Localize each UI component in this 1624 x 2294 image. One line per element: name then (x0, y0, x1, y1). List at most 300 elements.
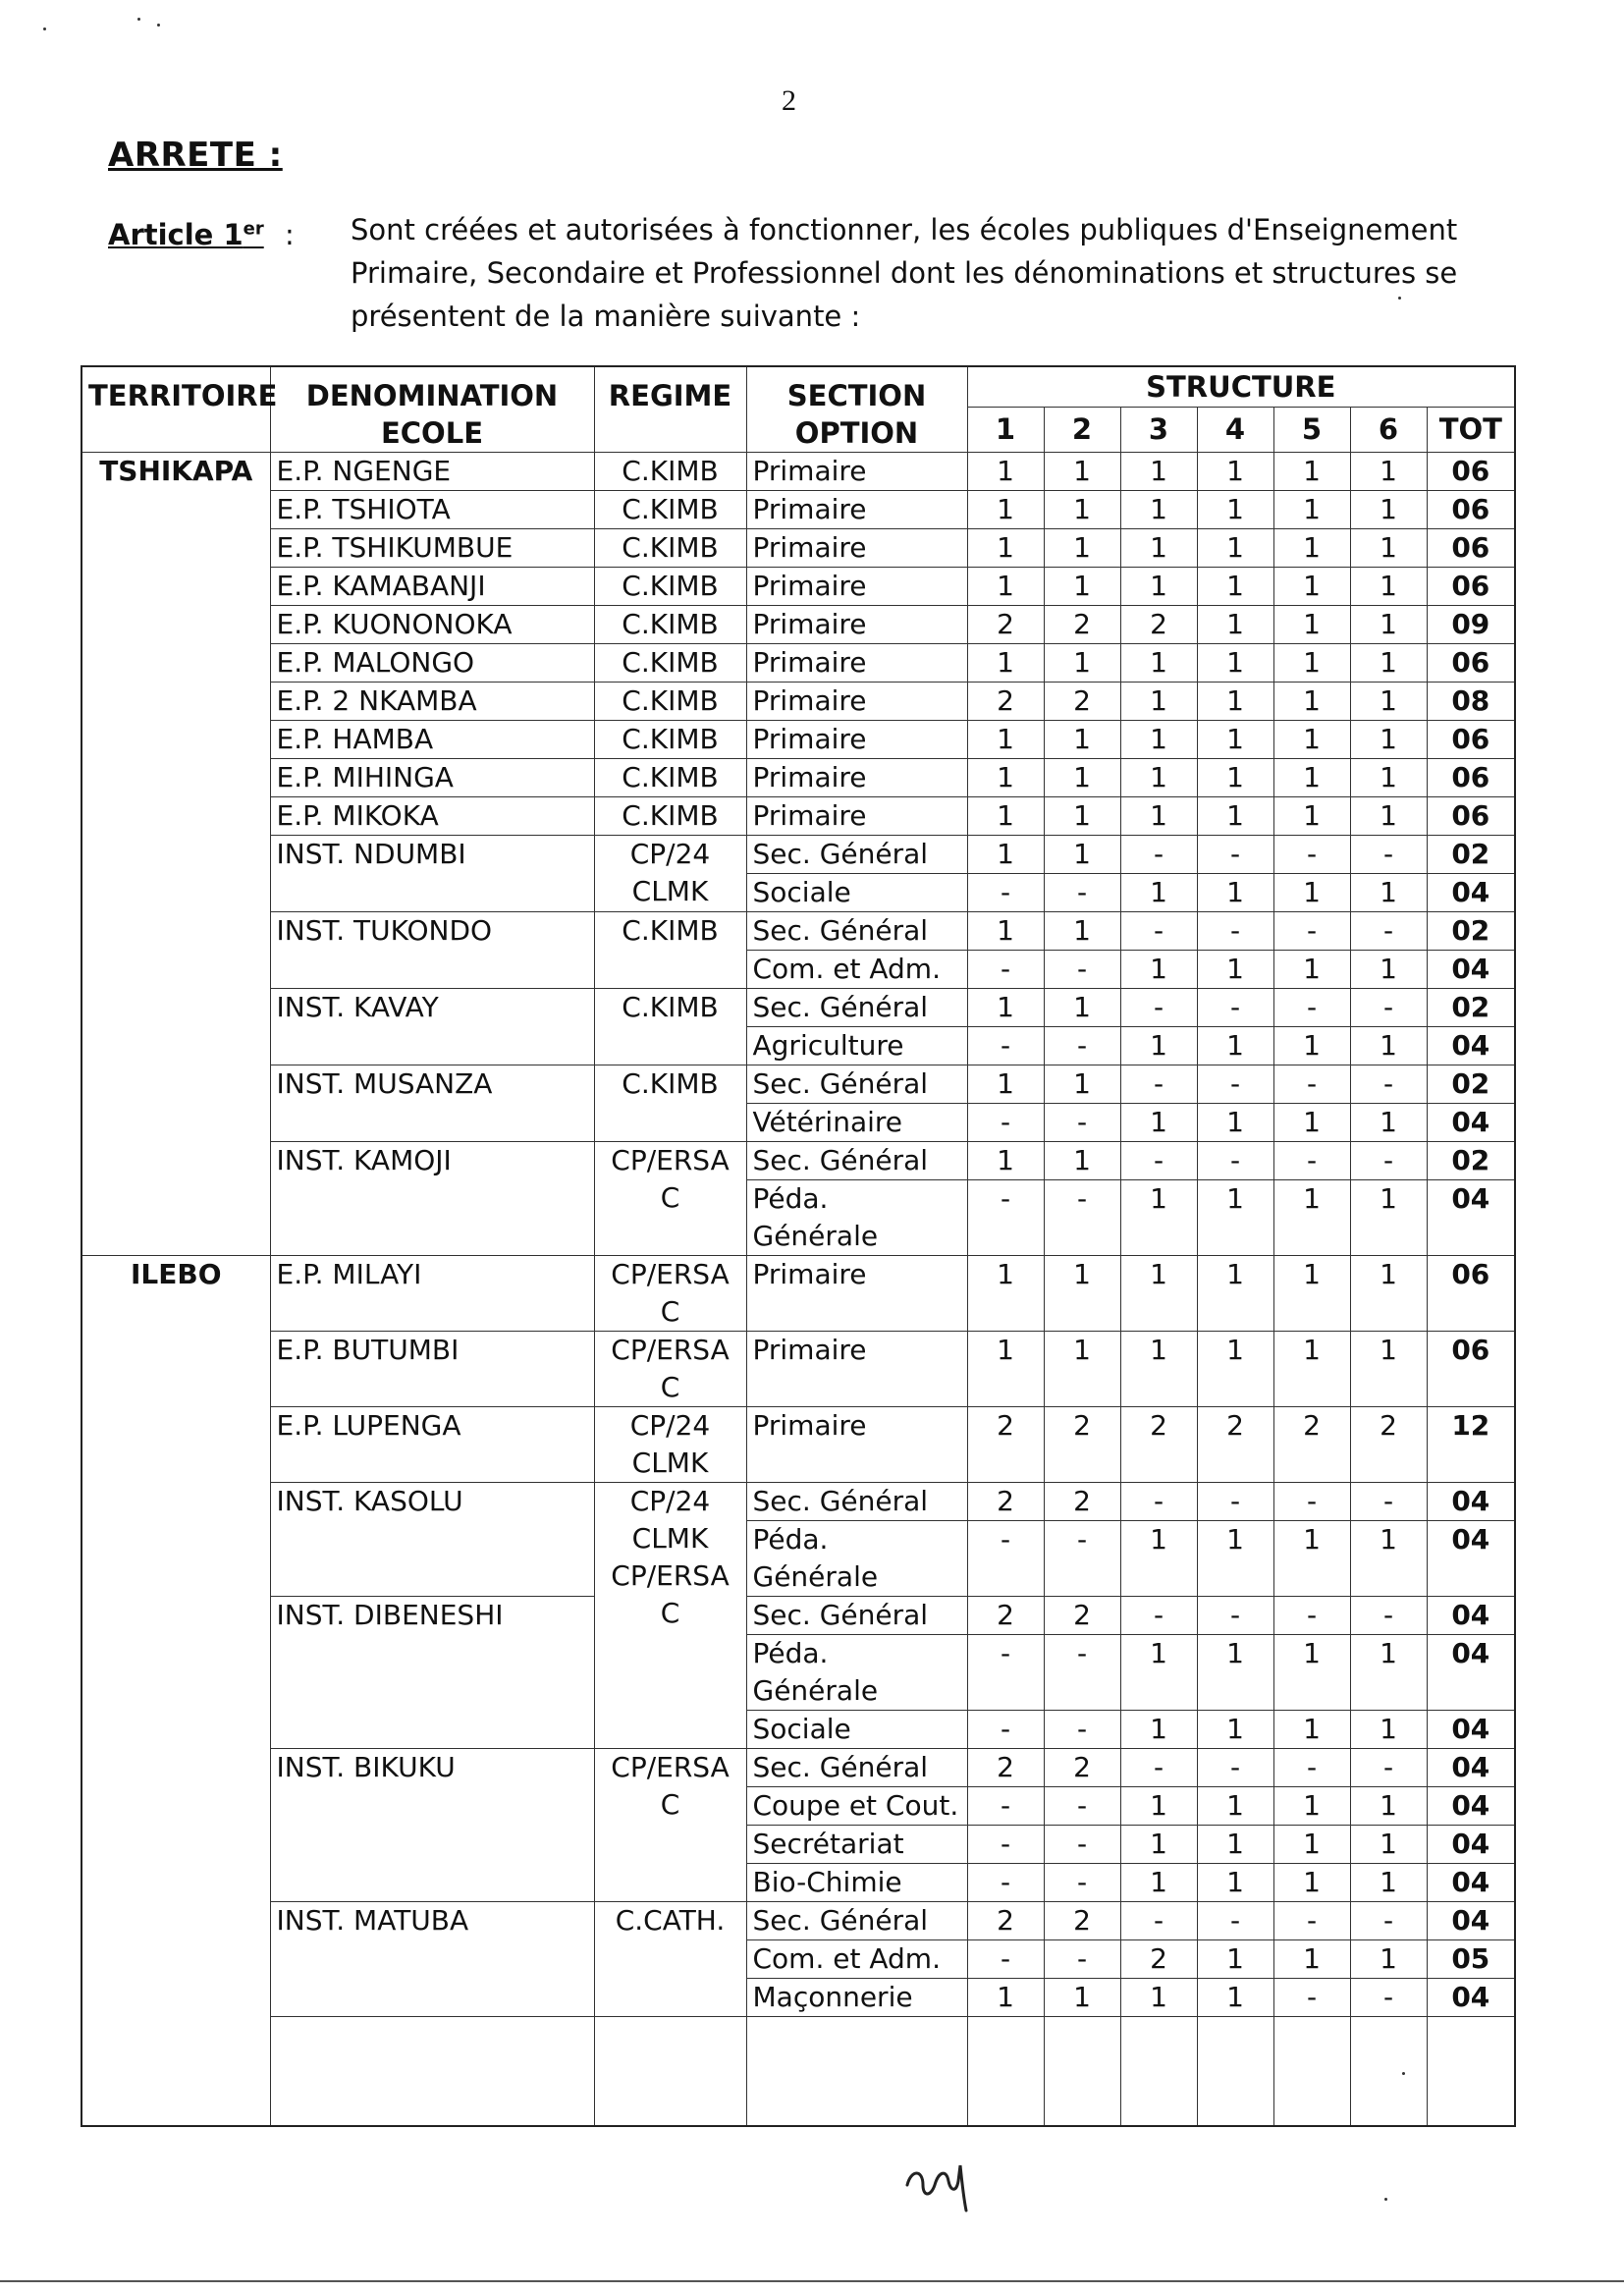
school-regime: C.KIMB (594, 491, 746, 529)
structure-value: 2 (1044, 1902, 1120, 1940)
school-name: E.P. 2 NKAMBA (270, 683, 594, 721)
school-regime: CP/24 CLMK (594, 836, 746, 912)
structure-value: 1 (1120, 1521, 1197, 1597)
structure-value: 1 (1197, 606, 1273, 644)
school-regime: C.KIMB (594, 1065, 746, 1142)
section-option: Sec. Général (746, 1902, 967, 1940)
structure-value: 1 (1197, 1332, 1273, 1407)
structure-value: 2 (1044, 1407, 1120, 1483)
school-name: E.P. BUTUMBI (270, 1332, 594, 1407)
header-col-3: 3 (1120, 408, 1197, 453)
section-option: Sec. Général (746, 989, 967, 1027)
table-row (81, 1483, 1515, 1521)
school-name: E.P. MIKOKA (270, 797, 594, 836)
structure-value: 1 (1120, 721, 1197, 759)
structure-value: - (1273, 1142, 1350, 1180)
section-option: Sec. Général (746, 836, 967, 874)
structure-value: 2 (1044, 1483, 1120, 1521)
structure-value: 1 (1197, 874, 1273, 912)
structure-value: - (1120, 1749, 1197, 1787)
table-row-empty (81, 2017, 1515, 2127)
structure-value: 2 (967, 606, 1044, 644)
structure-value: 2 (967, 1902, 1044, 1940)
section-option: Primaire (746, 453, 967, 491)
structure-value: - (967, 874, 1044, 912)
structure-total: 06 (1427, 721, 1515, 759)
structure-value: 1 (1197, 1635, 1273, 1711)
structure-value: 1 (1273, 721, 1350, 759)
table-row (81, 491, 1515, 529)
structure-value: 1 (967, 644, 1044, 683)
scan-speck (43, 27, 46, 30)
structure-value: - (1044, 951, 1120, 989)
structure-value: - (1273, 989, 1350, 1027)
table-row (81, 1256, 1515, 1332)
school-name: INST. BIKUKU (270, 1749, 594, 1902)
structure-value: 1 (1273, 1027, 1350, 1065)
empty-cell (1044, 2017, 1120, 2127)
structure-value: 1 (1120, 1787, 1197, 1826)
structure-value: 1 (1120, 1027, 1197, 1065)
structure-value: - (1350, 1483, 1427, 1521)
article-label (108, 218, 264, 251)
section-option: Sec. Général (746, 1142, 967, 1180)
section-option: Primaire (746, 644, 967, 683)
scan-speck (157, 24, 160, 27)
structure-value: 1 (1273, 759, 1350, 797)
section-option: Primaire (746, 491, 967, 529)
table-row (81, 1065, 1515, 1104)
structure-value: - (1044, 1826, 1120, 1864)
section-option: Péda. Générale (746, 1180, 967, 1256)
structure-value: 1 (1044, 912, 1120, 951)
table-row (81, 683, 1515, 721)
structure-value: 1 (1197, 683, 1273, 721)
section-option: Com. et Adm. (746, 1940, 967, 1979)
territory-cell: TSHIKAPA (81, 453, 270, 1256)
signature-mark (901, 2156, 990, 2214)
header-col-6: 6 (1350, 408, 1427, 453)
header-territoire: TERRITOIRE (81, 366, 270, 453)
article-label-text: Article 1 (108, 218, 244, 251)
heading-arrete: ARRETE : (108, 136, 283, 175)
structure-value: 2 (967, 1597, 1044, 1635)
structure-value: - (1197, 1597, 1273, 1635)
structure-value: - (1273, 1483, 1350, 1521)
school-regime: C.KIMB (594, 759, 746, 797)
section-option: Primaire (746, 1407, 967, 1483)
header-section: SECTION OPTION (746, 366, 967, 453)
section-option: Com. et Adm. (746, 951, 967, 989)
structure-value: 1 (1044, 721, 1120, 759)
table-row (81, 529, 1515, 568)
structure-value: 1 (1120, 1104, 1197, 1142)
structure-value: 1 (1350, 1940, 1427, 1979)
header-col-5: 5 (1273, 408, 1350, 453)
structure-value: 1 (1197, 491, 1273, 529)
structure-value: 2 (967, 683, 1044, 721)
school-regime: C.KIMB (594, 453, 746, 491)
school-regime: CP/ERSA C (594, 1142, 746, 1256)
school-regime: C.KIMB (594, 912, 746, 989)
structure-value: 1 (1044, 989, 1120, 1027)
structure-value: - (1044, 1864, 1120, 1902)
structure-total: 04 (1427, 1864, 1515, 1902)
structure-value: 1 (1044, 1332, 1120, 1407)
structure-value: - (967, 1940, 1044, 1979)
structure-value: 1 (1044, 529, 1120, 568)
table-row (81, 1332, 1515, 1407)
empty-cell (1350, 2017, 1427, 2127)
structure-value: 1 (1273, 1787, 1350, 1826)
structure-value: - (1273, 912, 1350, 951)
section-option: Sociale (746, 874, 967, 912)
structure-value: - (1273, 1749, 1350, 1787)
structure-value: 1 (1197, 1979, 1273, 2017)
section-option: Bio-Chimie (746, 1864, 967, 1902)
empty-cell (270, 2017, 594, 2127)
school-name: E.P. KUONONOKA (270, 606, 594, 644)
school-name: E.P. MILAYI (270, 1256, 594, 1332)
section-option: Primaire (746, 568, 967, 606)
structure-total: 04 (1427, 1104, 1515, 1142)
table-row (81, 1902, 1515, 1940)
structure-value: 1 (1120, 1826, 1197, 1864)
section-option: Primaire (746, 1332, 967, 1407)
article-text: Sont créées et autorisées à fonctionner, les écoles publiques d'Enseignement Primaire, Secondaire et Professionnel dont les dénominations et structures se présentent de la manière suivante : (351, 213, 1458, 333)
structure-value: 1 (967, 1332, 1044, 1407)
structure-total: 04 (1427, 1521, 1515, 1597)
table-row (81, 836, 1515, 874)
structure-total: 04 (1427, 951, 1515, 989)
structure-total: 06 (1427, 568, 1515, 606)
structure-value: - (1273, 1979, 1350, 2017)
header-col-4: 4 (1197, 408, 1273, 453)
structure-value: 1 (1350, 1711, 1427, 1749)
table-row (81, 1749, 1515, 1787)
structure-value: 1 (1120, 644, 1197, 683)
structure-total: 04 (1427, 1826, 1515, 1864)
structure-value: 1 (1044, 797, 1120, 836)
table-row (81, 1597, 1515, 1635)
section-option: Primaire (746, 759, 967, 797)
empty-cell (1427, 2017, 1515, 2127)
structure-value: 1 (967, 912, 1044, 951)
school-name: INST. KAVAY (270, 989, 594, 1065)
structure-value: 1 (1350, 797, 1427, 836)
structure-value: 1 (1197, 644, 1273, 683)
structure-value: - (1044, 1521, 1120, 1597)
school-regime: C.KIMB (594, 606, 746, 644)
structure-value: 1 (1350, 1635, 1427, 1711)
structure-value: 1 (1273, 951, 1350, 989)
school-regime: C.KIMB (594, 797, 746, 836)
article-colon: : (285, 218, 295, 251)
empty-cell (1120, 2017, 1197, 2127)
structure-total: 06 (1427, 644, 1515, 683)
structure-value: 1 (1350, 1787, 1427, 1826)
structure-value: - (1120, 1902, 1197, 1940)
structure-value: - (1120, 1597, 1197, 1635)
structure-total: 06 (1427, 759, 1515, 797)
structure-value: 1 (1120, 1635, 1197, 1711)
structure-value: 1 (1350, 1864, 1427, 1902)
structure-value: - (1120, 1142, 1197, 1180)
school-name: E.P. KAMABANJI (270, 568, 594, 606)
structure-value: 1 (967, 721, 1044, 759)
structure-total: 12 (1427, 1407, 1515, 1483)
scan-speck (1398, 297, 1401, 300)
structure-value: 1 (1273, 1635, 1350, 1711)
structure-value: 1 (1197, 1027, 1273, 1065)
structure-value: 1 (1197, 453, 1273, 491)
structure-value: - (1350, 1902, 1427, 1940)
school-regime: CP/ERSA C (594, 1256, 746, 1332)
structure-value: 1 (1197, 1864, 1273, 1902)
school-regime: CP/ERSA C (594, 1749, 746, 1902)
structure-value: - (1044, 1027, 1120, 1065)
structure-value: 1 (1197, 529, 1273, 568)
structure-value: 1 (1350, 683, 1427, 721)
structure-value: 1 (967, 1256, 1044, 1332)
section-option: Primaire (746, 1256, 967, 1332)
structure-value: 1 (967, 1979, 1044, 2017)
structure-value: - (967, 1787, 1044, 1826)
header-col-2: 2 (1044, 408, 1120, 453)
structure-value: 1 (1350, 1332, 1427, 1407)
structure-value: - (1350, 1979, 1427, 2017)
structure-value: 1 (1197, 1711, 1273, 1749)
structure-value: 1 (1350, 1104, 1427, 1142)
table-row (81, 453, 1515, 491)
structure-value: - (1120, 912, 1197, 951)
structure-total: 06 (1427, 529, 1515, 568)
table-row (81, 606, 1515, 644)
structure-value: 1 (1197, 721, 1273, 759)
section-option: Primaire (746, 606, 967, 644)
structure-value: 2 (1273, 1407, 1350, 1483)
structure-value: 1 (1197, 1104, 1273, 1142)
structure-total: 02 (1427, 836, 1515, 874)
section-option: Primaire (746, 797, 967, 836)
structure-value: 2 (967, 1483, 1044, 1521)
school-name: E.P. MALONGO (270, 644, 594, 683)
structure-value: 1 (967, 797, 1044, 836)
school-name: INST. KASOLU (270, 1483, 594, 1597)
school-regime: C.KIMB (594, 568, 746, 606)
structure-value: - (1120, 1483, 1197, 1521)
section-option: Sec. Général (746, 912, 967, 951)
structure-value: - (1350, 1065, 1427, 1104)
structure-value: - (967, 1521, 1044, 1597)
structure-total: 06 (1427, 491, 1515, 529)
structure-value: 2 (1350, 1407, 1427, 1483)
section-option: Vétérinaire (746, 1104, 967, 1142)
structure-value: 1 (1120, 759, 1197, 797)
header-structure: STRUCTURE (967, 366, 1515, 408)
structure-total: 04 (1427, 1483, 1515, 1521)
structure-value: 1 (1273, 683, 1350, 721)
school-name: INST. DIBENESHI (270, 1597, 594, 1749)
section-option: Sec. Général (746, 1749, 967, 1787)
structure-total: 04 (1427, 1979, 1515, 2017)
structure-total: 04 (1427, 1711, 1515, 1749)
structure-value: 1 (1273, 1826, 1350, 1864)
structure-value: 1 (1197, 1940, 1273, 1979)
structure-value: 1 (1044, 759, 1120, 797)
structure-value: - (1350, 1597, 1427, 1635)
structure-value: - (1350, 836, 1427, 874)
structure-value: 1 (1120, 1332, 1197, 1407)
school-regime: C.CATH. (594, 1902, 746, 2017)
structure-value: - (967, 1027, 1044, 1065)
structure-value: 1 (1044, 491, 1120, 529)
structure-value: - (967, 1826, 1044, 1864)
structure-value: 1 (1350, 453, 1427, 491)
structure-total: 05 (1427, 1940, 1515, 1979)
section-option: Sociale (746, 1711, 967, 1749)
structure-value: 1 (1120, 797, 1197, 836)
structure-value: 2 (967, 1407, 1044, 1483)
school-name: E.P. TSHIKUMBUE (270, 529, 594, 568)
structure-value: 1 (1273, 491, 1350, 529)
empty-cell (594, 2017, 746, 2127)
structure-total: 04 (1427, 1180, 1515, 1256)
structure-value: 1 (1273, 606, 1350, 644)
structure-total: 04 (1427, 1787, 1515, 1826)
structure-value: 1 (1120, 1711, 1197, 1749)
structure-value: - (967, 1711, 1044, 1749)
structure-value: 1 (1120, 951, 1197, 989)
structure-value: 2 (1120, 1940, 1197, 1979)
school-regime: C.KIMB (594, 644, 746, 683)
structure-value: 2 (1120, 606, 1197, 644)
structure-value: 1 (967, 989, 1044, 1027)
structure-value: 1 (967, 759, 1044, 797)
structure-value: 1 (1120, 874, 1197, 912)
table-row (81, 1142, 1515, 1180)
school-name: INST. NDUMBI (270, 836, 594, 912)
structure-value: - (1273, 1902, 1350, 1940)
structure-total: 09 (1427, 606, 1515, 644)
table-body (81, 453, 1515, 2127)
structure-value: - (967, 951, 1044, 989)
school-name: E.P. MIHINGA (270, 759, 594, 797)
structure-value: 1 (1197, 568, 1273, 606)
school-name: E.P. HAMBA (270, 721, 594, 759)
school-name: INST. MUSANZA (270, 1065, 594, 1142)
structure-value: 2 (967, 1749, 1044, 1787)
section-option: Coupe et Cout. (746, 1787, 967, 1826)
section-option: Primaire (746, 721, 967, 759)
structure-value: 1 (1273, 1864, 1350, 1902)
structure-total: 06 (1427, 453, 1515, 491)
structure-value: - (1350, 1142, 1427, 1180)
header-regime: REGIME (594, 366, 746, 453)
structure-value: - (967, 1104, 1044, 1142)
section-option: Péda. Générale (746, 1635, 967, 1711)
structure-value: 2 (1044, 1749, 1120, 1787)
scan-speck (1402, 2072, 1405, 2075)
structure-value: - (1044, 1940, 1120, 1979)
section-option: Agriculture (746, 1027, 967, 1065)
structure-value: 1 (1044, 836, 1120, 874)
territory-cell: ILEBO (81, 1256, 270, 2127)
section-option: Maçonnerie (746, 1979, 967, 2017)
structure-value: 1 (1120, 1256, 1197, 1332)
structure-value: - (1273, 836, 1350, 874)
structure-value: 2 (1044, 606, 1120, 644)
structure-value: 2 (1044, 683, 1120, 721)
structure-value: - (967, 1864, 1044, 1902)
school-name: INST. KAMOJI (270, 1142, 594, 1256)
structure-value: 1 (1044, 568, 1120, 606)
school-regime: C.KIMB (594, 721, 746, 759)
structure-value: 1 (1044, 1065, 1120, 1104)
structure-value: 2 (1120, 1407, 1197, 1483)
school-regime: C.KIMB (594, 683, 746, 721)
structure-value: 1 (1044, 1256, 1120, 1332)
structure-total: 06 (1427, 1256, 1515, 1332)
table-row (81, 759, 1515, 797)
structure-total: 06 (1427, 797, 1515, 836)
table-row (81, 1407, 1515, 1483)
structure-value: - (1044, 1711, 1120, 1749)
structure-total: 04 (1427, 1597, 1515, 1635)
structure-value: 1 (1197, 1787, 1273, 1826)
structure-value: 1 (1120, 1180, 1197, 1256)
structure-value: - (1044, 1787, 1120, 1826)
structure-total: 04 (1427, 874, 1515, 912)
structure-value: 1 (967, 453, 1044, 491)
structure-value: - (1197, 1902, 1273, 1940)
section-option: Primaire (746, 683, 967, 721)
structure-value: 1 (1197, 797, 1273, 836)
structure-value: 1 (1197, 1521, 1273, 1597)
structure-value: - (1197, 989, 1273, 1027)
bottom-rule (0, 2280, 1624, 2282)
structure-value: - (1197, 836, 1273, 874)
structure-value: 1 (1120, 683, 1197, 721)
header-col-tot: TOT (1427, 408, 1515, 453)
scan-speck (1384, 2198, 1387, 2201)
structure-total: 02 (1427, 1142, 1515, 1180)
school-regime: C.KIMB (594, 989, 746, 1065)
school-name: E.P. NGENGE (270, 453, 594, 491)
structure-total: 02 (1427, 989, 1515, 1027)
article-label-sup: er (243, 218, 264, 240)
structure-value: 1 (1350, 759, 1427, 797)
structure-value: 1 (1273, 644, 1350, 683)
structure-value: 1 (967, 836, 1044, 874)
structure-value: 1 (1120, 453, 1197, 491)
structure-value: - (1120, 836, 1197, 874)
structure-value: - (1197, 912, 1273, 951)
structure-value: 1 (1273, 529, 1350, 568)
structure-value: 1 (1350, 1826, 1427, 1864)
structure-value: 1 (1273, 453, 1350, 491)
structure-value: 1 (1273, 1256, 1350, 1332)
structure-value: 1 (1350, 529, 1427, 568)
structure-value: 1 (1120, 1979, 1197, 2017)
school-regime: CP/ERSA C (594, 1332, 746, 1407)
structure-value: 1 (1197, 1256, 1273, 1332)
section-option: Péda. Générale (746, 1521, 967, 1597)
structure-value: - (1120, 1065, 1197, 1104)
structure-value: - (1044, 1180, 1120, 1256)
school-name: E.P. LUPENGA (270, 1407, 594, 1483)
structure-value: 1 (967, 1142, 1044, 1180)
